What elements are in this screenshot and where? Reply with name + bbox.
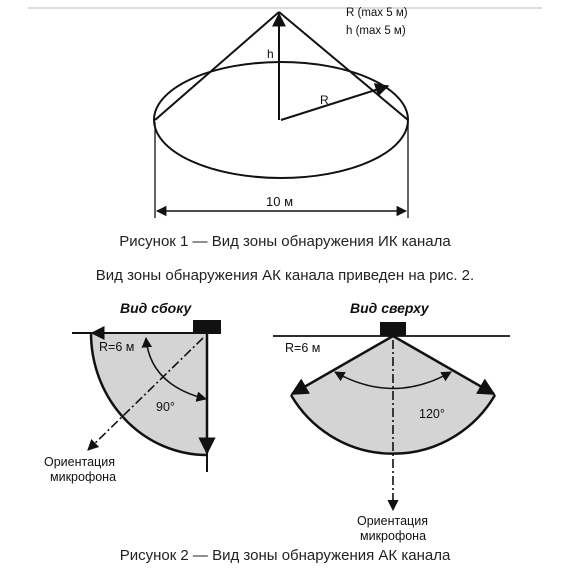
top-sensor <box>380 322 406 336</box>
label-h-max: h (max 5 м) <box>346 25 406 37</box>
label-r: R <box>320 93 329 107</box>
top-orientation-label-2: микрофона <box>360 529 427 543</box>
side-orientation-label-2: микрофона <box>50 470 117 484</box>
side-radius-label: R=6 м <box>99 340 135 354</box>
label-width: 10 м <box>266 194 294 209</box>
side-angle-label: 90° <box>156 400 175 414</box>
top-angle-label: 120° <box>419 407 445 421</box>
label-r-max: R (max 5 м) <box>346 7 408 19</box>
side-sensor <box>193 320 221 334</box>
label-h: h <box>267 47 274 61</box>
top-radius-label: R=6 м <box>285 341 321 355</box>
figure-2-top-view <box>273 300 510 543</box>
side-view-title: Вид сбоку <box>120 300 192 316</box>
cone-left-edge <box>155 12 279 120</box>
top-view-title: Вид сверху <box>350 300 429 316</box>
figure-1-cone <box>154 7 408 218</box>
figure-2-caption: Рисунок 2 — Вид зоны обнаружения АК канала <box>119 547 451 564</box>
figure-2-side-view <box>44 300 221 484</box>
side-orientation-label-1: Ориентация <box>44 455 115 469</box>
top-orientation-label-1: Ориентация <box>357 514 428 528</box>
radius-arrow <box>281 86 388 120</box>
figure-1-caption: Рисунок 1 — Вид зоны обнаружения ИК канала <box>119 233 451 250</box>
intro-paragraph: Вид зоны обнаружения АК канала приведен на рис. 2. <box>95 267 475 284</box>
